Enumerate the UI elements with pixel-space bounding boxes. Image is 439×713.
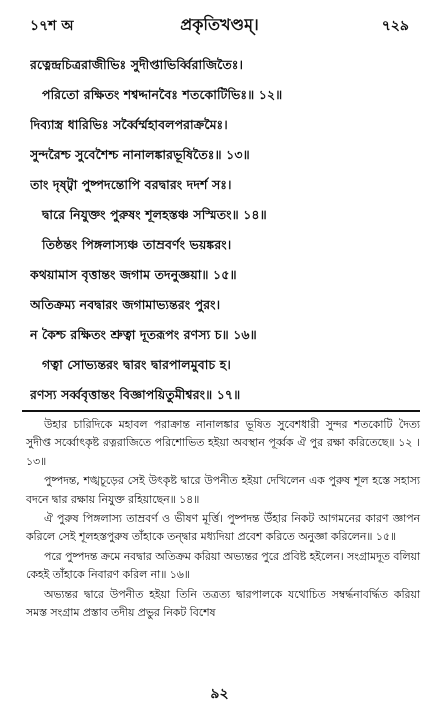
translation-paragraph: অভ্যন্তর দ্বারে উপনীত হইয়া তিনি তত্রত্য দ্বারপালকে যথোচিত সম্বর্দ্ধনাবর্দ্ধিত করিয়া সমস্ত সংগ্রাম প্রস্তাব তদীয় প্রভুর নিকট বিশেষ	[26, 587, 420, 620]
verse-line: রত্নেন্দ্রচিত্ররাজীভিঃ সুদীপ্তাভির্ব্বিরাজিতৈঃ।	[30, 57, 244, 72]
verse-line: অতিক্রম্য নবদ্বারং জগামাভ্যন্তরং পুরং।	[30, 297, 221, 312]
translation-paragraph: পরে পুষ্পদন্ত ক্রমে নবদ্বার অতিক্রম করিয়া অভ্যন্তর পুরে প্রবিষ্ট হইলেন। সংগ্রামদূত বলিয়া কেহই তাঁহাকে নিবারণ করিল না॥ ১৬॥	[26, 549, 420, 582]
bengali-translation	[26, 416, 420, 623]
verse-line: গত্বা সোভ্যন্তরং দ্বারং দ্বারপালমুবাচ হ।	[42, 357, 231, 372]
verse-line: কথয়ামাস বৃত্তান্তং জগাম তদনুজ্ঞয়া॥ ১৫॥	[30, 267, 237, 282]
translation-paragraph: উহার চারিদিকে মহাবল পরাক্রান্ত নানালঙ্কার ভূষিত সুবেশধারী সুন্দর শতকোটি দৈত্য সুদীপ্ত সর্ব্বোৎকৃষ্ট রত্নরাজিতে পরিশোভিত হইয়া অবস্থান পূর্ব্বক ঐ পুর রক্ষা করিতেছে॥ ১২ । ১৩॥	[26, 418, 420, 468]
running-header	[0, 8, 439, 34]
chapter-label: ১৭শ অ	[30, 18, 74, 34]
translation-paragraph: ঐ পুরুষ পিঙ্গলাস্য তাম্রবর্ণ ও ভীষণ মূর্ত্তি। পুষ্পদন্ত উঁহার নিকট আগমনের কারণ জ্ঞাপন করিলে সেই শূলহস্তপুরুষ তাঁহাকে তন্দ্বার মধ্যদিয়া প্রবেশ করিতে অনুজ্ঞা করিলেন॥ ১৫॥	[26, 512, 420, 544]
verse-line: তাং দৃষ্ট্বা পুষ্পদন্তোপি বরদ্বারং দদর্শ সঃ।	[30, 177, 232, 192]
section-divider	[22, 410, 420, 412]
translation-paragraph: পুষ্পদন্ত, শঙ্খচূড়ের সেই উৎকৃষ্ট দ্বারে উপনীত হইয়া দেখিলেন এক পুরুষ শূল হস্তে সহাস্য বদনে দ্বার রক্ষায় নিযুক্ত রহিয়াছেন॥ ১৪॥	[26, 474, 420, 506]
page-number: ৭২৯	[381, 18, 409, 34]
verse-line: দিব্যাস্ত্র ধারিভিঃ সর্ব্বৈর্ম্মহাবলপরাক্রমৈঃ।	[30, 117, 228, 132]
footer-page-mark: ৯২	[210, 686, 229, 702]
verse-line: সুন্দরৈশ্চ সুবেশৈশ্চ নানালঙ্কারভূষিতৈঃ॥ ১৩॥	[30, 147, 250, 162]
verse-line: ন কৈশ্চ রক্ষিতং শ্রুত্বা দূতরূপং রণস্য চ॥ ১৬॥	[30, 327, 257, 342]
verse-line: পরিতো রক্ষিতং শশ্বদ্দানবৈঃ শতকোটিভিঃ॥ ১২॥	[42, 87, 283, 102]
verse-line: তিষ্ঠন্তং পিঙ্গলাস্যঞ্চ তাম্রবর্ণং ভয়ঙ্করং।	[42, 237, 232, 252]
sanskrit-verses	[30, 50, 420, 410]
book-title: প্রকৃতিখণ্ডম্।	[180, 15, 259, 34]
verse-line: দ্বারে নিযুক্তং পুরুষং শূলহস্তঞ্চ সস্মিতং॥ ১৪॥	[42, 207, 267, 222]
verse-line: রণস্য সর্ব্ববৃত্তান্তং বিজ্ঞাপয়িতুমীশ্বরং॥ ১৭॥	[30, 387, 241, 402]
